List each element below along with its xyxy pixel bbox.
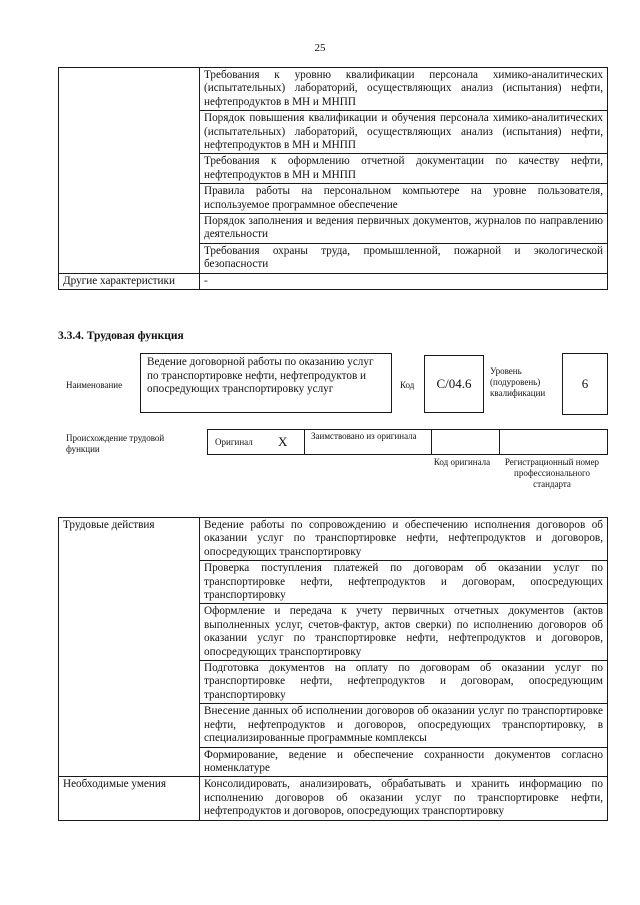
original-label: Оригинал: [215, 437, 253, 447]
borrowed-cell: [305, 430, 432, 454]
knowledge-item: Порядок заполнения и ведения первичных документов, журналов по направлению деятельности: [200, 214, 608, 244]
level-box: [562, 353, 608, 415]
name-label: Наименование: [66, 380, 123, 390]
labor-action-item: Оформление и передача к учету первичных отчетных документов (актов выполненных услуг, счетов-фактур, актов сверки) по исполнению договоров об оказании услуг по транспортировке нефти, нефтепродуктов и договоров, опосредующих транспортировку: [200, 604, 608, 661]
labor-action-item: Ведение работы по сопровождению и обеспечению исполнения договоров об оказании услуг по транспортировке нефти, нефтепродуктов и договоров, опосредующих транспортировку: [200, 518, 608, 561]
origin-row: [207, 429, 608, 455]
other-characteristics-label: Другие характеристики: [59, 273, 200, 289]
original-code-caption: Код оригинала: [433, 457, 491, 467]
original-mark: X: [278, 434, 288, 449]
knowledge-item: Требования к уровню квалификации персонала химико-аналитических (испытательных) лабораторий, осуществляющих анализ (испытания) нефти, нефтепродуктов в МН и МНПП: [200, 68, 608, 111]
labor-actions-label: Трудовые действия: [59, 518, 200, 777]
function-code-box: [424, 355, 484, 413]
knowledge-table: [58, 67, 608, 290]
labor-action-item: Внесение данных об исполнении договоров об оказании услуг по транспортировке нефти, нефтепродуктов и договоров, опосредующих транспортировку, в специализированные программные комплексы: [200, 704, 608, 747]
labor-action-item: Проверка поступления платежей по договорам об оказании услуг по транспортировке нефти, нефтепродуктов и договорам, опосредующих транспортировку: [200, 561, 608, 604]
labor-action-item: Формирование, ведение и обеспечение сохранности документов согласно номенклатуре: [200, 747, 608, 777]
function-name-box: Ведение договорной работы по оказанию услуг по транспортировке нефти, нефтепродуктов и опосредующих транспортировку услуг: [140, 353, 392, 413]
knowledge-item: Правила работы на персональном компьютере на уровне пользователя, используемое программное обеспечение: [200, 184, 608, 214]
skill-item: Консолидировать, анализировать, обрабатывать и хранить информацию по исполнению договоров об оказании услуг по транспортировке нефти, нефтепродуктов и договоров, опосредующих транспортировку: [200, 777, 608, 820]
knowledge-item: Требования охраны труда, промышленной, пожарной и экологической безопасности: [200, 243, 608, 273]
code-label: Код: [400, 380, 415, 390]
page-number: 25: [314, 42, 326, 54]
labor-actions-table: [58, 517, 608, 821]
section-title: 3.3.4. Трудовая функция: [58, 330, 184, 342]
function-code-value: C/04.6: [436, 376, 472, 391]
skills-label: Необходимые умения: [59, 777, 200, 820]
borrowed-label: Заимствовано из оригинала: [311, 431, 417, 441]
other-characteristics-value: -: [200, 273, 608, 289]
labor-action-item: Подготовка документов на оплату по договорам об оказании услуг по транспортировке нефти, нефтепродуктов и договорам, опосредующим транспортировку: [200, 661, 608, 704]
level-value: 6: [581, 376, 589, 391]
registration-number-caption: Регистрационный номер профессионального стандарта: [504, 457, 600, 489]
original-code-cell: [432, 430, 500, 454]
knowledge-empty-cell: [59, 68, 200, 274]
knowledge-item: Требования к оформлению отчетной документации по качеству нефти, нефтепродуктов в МН и МНПП: [200, 154, 608, 184]
original-cell: [208, 430, 305, 454]
level-label: Уровень (подуровень) квалификации: [490, 366, 546, 398]
knowledge-item: Порядок повышения квалификации и обучения персонала химико-аналитических (испытательных) лабораторий, осуществляющих анализ (испытания) нефти, нефтепродуктов в МН и МНПП: [200, 111, 608, 154]
origin-label: Происхождение трудовой функции: [66, 433, 165, 454]
